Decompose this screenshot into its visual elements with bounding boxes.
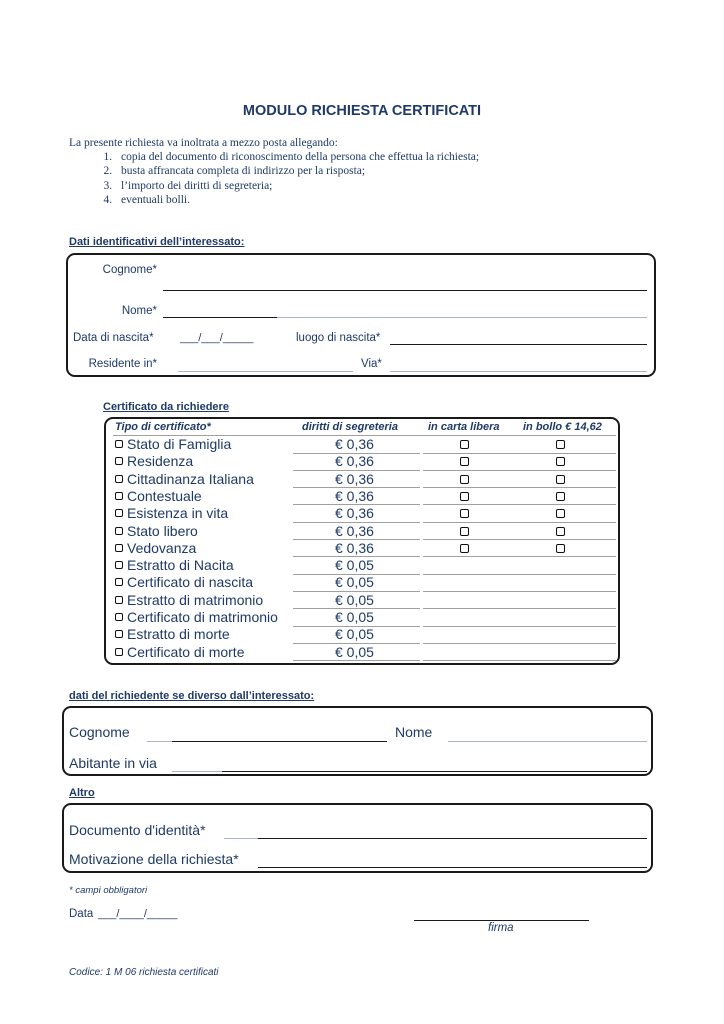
richiedente-cognome-label: Cognome <box>69 724 130 740</box>
carta-libera-checkbox[interactable] <box>460 440 469 449</box>
abitante-field[interactable] <box>222 771 647 772</box>
intro-block <box>69 136 479 207</box>
list-item: 1. copia del documento di riconoscimento della persona che effettua la richiesta; <box>115 150 479 164</box>
table-row <box>113 644 616 661</box>
list-item: 4. eventuali bolli. <box>115 193 479 207</box>
certificate-fee: € 0,05 <box>335 626 374 643</box>
certificate-name: Stato libero <box>127 522 198 539</box>
certificate-checkbox[interactable] <box>115 544 123 552</box>
data-nascita-field[interactable]: ___/___/_____ <box>180 332 254 344</box>
data-field[interactable]: ___/____/_____ <box>98 908 178 920</box>
carta-libera-checkbox[interactable] <box>460 492 469 501</box>
row-divider <box>293 660 420 661</box>
bollo-checkbox[interactable] <box>556 457 565 466</box>
certificate-checkbox[interactable] <box>115 457 123 465</box>
richiedente-cognome-field-start <box>147 741 172 742</box>
certificate-fee: € 0,36 <box>335 505 374 522</box>
section-heading-certificati: Certificato da richiedere <box>103 401 229 413</box>
nome-field-extension <box>277 317 647 318</box>
richiedente-nome-label: Nome <box>395 724 433 740</box>
certificate-checkbox[interactable] <box>115 648 123 656</box>
col-header-bollo: in bollo € 14,62 <box>523 421 602 433</box>
table-row <box>113 609 616 626</box>
certificate-name: Estratto di matrimonio <box>127 591 264 608</box>
data-label: Data <box>69 908 94 920</box>
list-item: 3. l’importo dei diritti di segreteria; <box>115 179 479 193</box>
luogo-nascita-label: luogo di nascita* <box>296 332 381 344</box>
certificate-name: Certificato di matrimonio <box>127 609 278 625</box>
section-heading-richiedente: dati del richiedente se diverso dall’interessato: <box>69 690 315 702</box>
certificate-checkbox[interactable] <box>115 578 123 586</box>
abitante-label: Abitante in via <box>69 755 157 771</box>
certificate-fee: € 0,36 <box>335 453 374 470</box>
bollo-checkbox[interactable] <box>556 440 565 449</box>
certificate-name: Residenza <box>127 453 194 470</box>
certificate-name: Esistenza in vita <box>127 505 229 522</box>
abitante-field-start <box>172 771 222 772</box>
table-row <box>113 505 616 522</box>
certificate-name: Contestuale <box>127 487 202 504</box>
row-divider <box>515 660 616 661</box>
certificate-checkbox[interactable] <box>115 613 123 621</box>
certificate-checkbox[interactable] <box>115 527 123 535</box>
carta-libera-checkbox[interactable] <box>460 544 469 553</box>
certificate-name: Estratto di Nacita <box>127 557 234 574</box>
cognome-field[interactable] <box>163 290 647 291</box>
list-item: 2. busta affrancata completa di indirizzo per la risposta; <box>115 164 479 178</box>
bollo-checkbox[interactable] <box>556 527 565 536</box>
certificate-fee: € 0,05 <box>335 609 374 625</box>
certificate-checkbox[interactable] <box>115 596 123 604</box>
col-header-diritti: diritti di segreteria <box>302 421 398 433</box>
residente-label: Residente in* <box>88 358 157 370</box>
table-row <box>113 488 616 505</box>
required-note: * campi obbligatori <box>69 885 148 896</box>
carta-libera-checkbox[interactable] <box>460 527 469 536</box>
section-heading-altro: Altro <box>69 787 95 799</box>
document-code: Codice: 1 M 06 richiesta certificati <box>69 967 219 978</box>
certificate-name: Stato di Famiglia <box>127 436 232 452</box>
section-heading-interessato: Dati identificativi dell’interessato: <box>69 236 245 248</box>
certificate-name: Vedovanza <box>127 539 197 556</box>
table-row <box>113 453 616 470</box>
certificate-fee: € 0,05 <box>335 591 374 608</box>
documento-field[interactable] <box>258 838 647 839</box>
bollo-checkbox[interactable] <box>556 475 565 484</box>
carta-libera-checkbox[interactable] <box>460 509 469 518</box>
residente-field[interactable] <box>178 371 353 372</box>
cognome-label: Cognome* <box>102 264 157 276</box>
data-nascita-label: Data di nascita* <box>73 332 154 344</box>
certificate-checkbox[interactable] <box>115 475 123 483</box>
nome-field[interactable] <box>163 317 277 318</box>
certificate-fee: € 0,36 <box>335 539 374 556</box>
luogo-nascita-field[interactable] <box>390 344 647 345</box>
col-header-tipo: Tipo di certificato* <box>115 421 211 433</box>
bollo-checkbox[interactable] <box>556 509 565 518</box>
richiedente-nome-field[interactable] <box>448 741 647 742</box>
table-row <box>113 557 616 574</box>
col-header-libera: in carta libera <box>428 421 500 433</box>
certificate-checkbox[interactable] <box>115 509 123 517</box>
page-title: MODULO RICHIESTA CERTIFICATI <box>242 103 482 119</box>
documento-field-start <box>224 838 258 839</box>
certificate-checkbox[interactable] <box>115 630 123 638</box>
via-label: Via* <box>361 358 382 370</box>
table-row <box>113 592 616 609</box>
certificate-name: Estratto di morte <box>127 626 230 643</box>
certificate-checkbox[interactable] <box>115 561 123 569</box>
table-row <box>113 523 616 540</box>
firma-field[interactable] <box>414 920 589 921</box>
certificate-fee: € 0,36 <box>335 436 374 452</box>
certificate-checkbox[interactable] <box>115 492 123 500</box>
bollo-checkbox[interactable] <box>556 544 565 553</box>
carta-libera-checkbox[interactable] <box>460 457 469 466</box>
certificate-fee: € 0,36 <box>335 470 374 487</box>
certificate-checkbox[interactable] <box>115 440 123 448</box>
certificate-fee: € 0,05 <box>335 643 374 660</box>
firma-label: firma <box>488 922 514 934</box>
bollo-checkbox[interactable] <box>556 492 565 501</box>
certificate-name: Cittadinanza Italiana <box>127 470 254 487</box>
certificate-fee: € 0,36 <box>335 487 374 504</box>
intro-text: La presente richiesta va inoltrata a mezzo posta allegando: <box>69 137 338 149</box>
motivazione-label: Motivazione della richiesta* <box>69 851 239 867</box>
attachments-list <box>69 150 479 207</box>
via-field[interactable] <box>390 371 647 372</box>
table-row <box>113 471 616 488</box>
table-row <box>113 574 616 591</box>
certificate-name: Certificato di morte <box>127 643 245 660</box>
table-row <box>113 626 616 643</box>
documento-label: Documento d'identità* <box>69 822 206 838</box>
richiedente-cognome-field[interactable] <box>172 741 387 742</box>
table-row <box>113 540 616 557</box>
certificate-name: Certificato di nascita <box>127 574 254 591</box>
carta-libera-checkbox[interactable] <box>460 475 469 484</box>
nome-label: Nome* <box>121 305 157 317</box>
certificate-fee: € 0,05 <box>335 557 374 574</box>
motivazione-field[interactable] <box>258 867 647 868</box>
certificate-fee: € 0,05 <box>335 574 374 591</box>
table-row <box>113 436 616 453</box>
certificate-fee: € 0,36 <box>335 522 374 539</box>
row-divider <box>423 660 516 661</box>
